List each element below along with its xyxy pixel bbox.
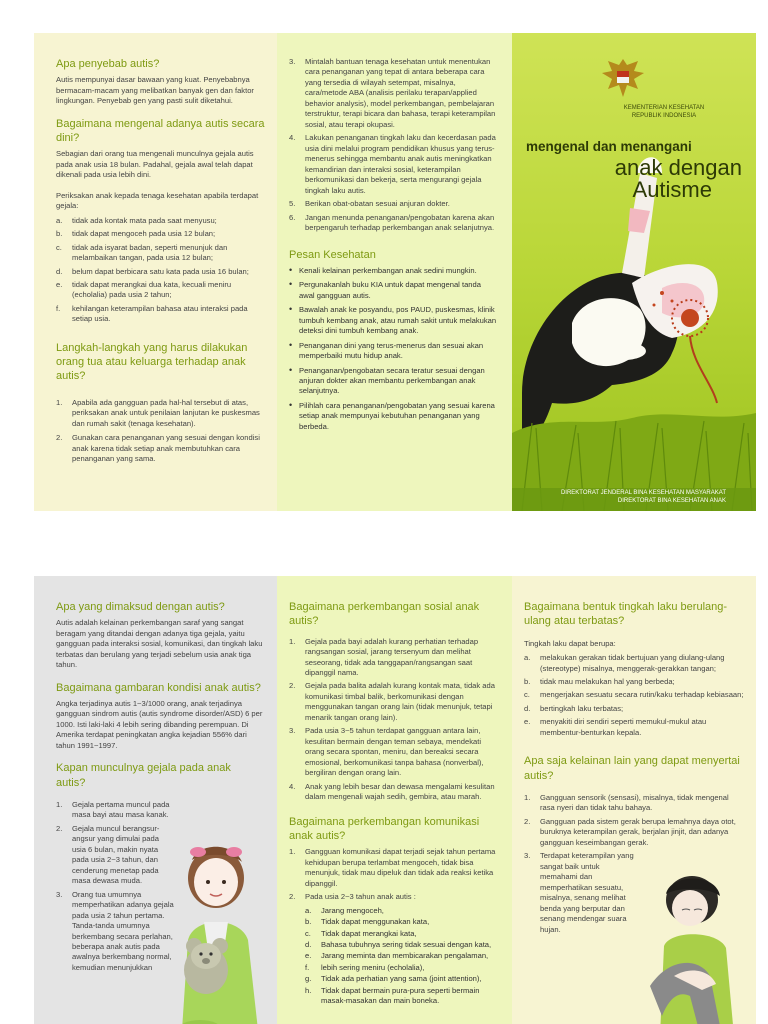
list-item: 2. Gejala pada balita adalah kurang kontak mata, tidak ada komunikasi timbal balik, berkomunikasi dengan menggunakan tangan orang lain (tidak menunjuk, tetapi menarik tangan orang lain). bbox=[289, 681, 495, 722]
panel-definisi bbox=[34, 576, 277, 1024]
text-penyebab: Autis mempunyai dasar bawaan yang kuat. Penyebabnya bermacam-macam yang melibatkan banyak gen dan faktor lingkungan. Penyebab gen yang pasti sulit diketahui. bbox=[56, 75, 254, 106]
heading-kapan: Kapan munculnya gejala pada anak autis? bbox=[56, 762, 231, 789]
list-item: 2. Gangguan pada sistem gerak berupa lemahnya daya otot, buruknya keterampilan gerak, berjalan jinjit, dan adanya gangguan keseimbangan gerak. bbox=[524, 816, 736, 847]
cover-title-line-2: anak dengan bbox=[614, 155, 742, 180]
heading-kondisi: Bagaimana gambaran kondisi anak autis? bbox=[56, 681, 261, 694]
list-item: a. melakukan gerakan tidak bertujuan yang diulang-ulang (stereotype) misalnya, menggerak-gerakkan tangan; bbox=[524, 653, 725, 673]
list-item: 1. Gangguan komunikasi dapat terjadi sejak tahun pertama kehidupan berupa terlambat mengoceh, tidak bisa menunjuk, tidak mau dipeluk dan tidak ada reaksi ketika dipanggil. bbox=[289, 847, 496, 888]
heading-penyebab: Apa penyebab autis? bbox=[56, 58, 160, 70]
list-item: d. bertingkah laku terbatas; bbox=[524, 703, 624, 713]
cover-footer: DIREKTORAT JENDERAL BINA KESEHATAN MASYARAKAT DIREKTORAT BINA KESEHATAN ANAK bbox=[560, 489, 726, 504]
heading-definisi: Apa yang dimaksud dengan autis? bbox=[56, 601, 225, 613]
panel-langkah-lanjutan bbox=[277, 33, 512, 511]
list-langkah-lanjutan bbox=[289, 57, 498, 234]
list-item: • Pilihlah cara penanganan/pengobatan yang sesuai karena setiap anak mempunyai kebutuhan penanganan yang berbeda. bbox=[289, 399, 495, 431]
list-item: g. Tidak ada perhatian yang sama (joint attention), bbox=[305, 974, 482, 984]
list-item: f. kehilangan keterampilan bahasa atau interaksi pada setiap usia. bbox=[56, 303, 248, 324]
list-item: d. Bahasa tubuhnya sering tidak sesuai dengan kata, bbox=[305, 939, 492, 949]
list-komunikasi-sub bbox=[289, 906, 500, 1007]
list-item: 3. Terdapat keterampilan yang sangat baik untuk memahami dan memperhatikan sesuatu, misalnya, senang melihat benda yang berputar dan senang mendengar suara hujan. bbox=[524, 851, 634, 934]
heading-sosial: Bagaimana perkembangan sosial anak autis? bbox=[289, 601, 480, 628]
list-item: a. tidak ada kontak mata pada saat menyusu; bbox=[56, 215, 217, 225]
cover-title-line-3: Autisme bbox=[632, 177, 712, 202]
list-item: 5. Berikan obat-obatan sesuai anjuran dokter. bbox=[289, 199, 450, 209]
heading-mengenal-dini: Bagaimana mengenal adanya autis secara dini? bbox=[56, 117, 265, 144]
garuda-emblem-icon bbox=[600, 55, 646, 101]
list-item: 1. Gangguan sensorik (sensasi), misalnya, tidak mengenal rasa nyeri dan tidak tahu bahaya. bbox=[524, 792, 729, 813]
list-item: 2. Gejala muncul berangsur-angsur yang dimulai pada usia 6 bulan, makin nyata pada usia 2~3 tahun, dan cenderung menetap pada masa dewasa muda. bbox=[56, 823, 160, 886]
list-item: d. belum dapat berbicara satu kata pada usia 16 bulan; bbox=[56, 266, 249, 276]
list-item: b. tidak mau melakukan hal yang berbeda; bbox=[524, 677, 675, 686]
list-pesan bbox=[289, 266, 498, 433]
list-item: c. tidak ada isyarat badan, seperti menunjuk dan melambaikan tangan, pada usia 12 bulan; bbox=[56, 242, 228, 263]
list-item: b. tidak dapat mengoceh pada usia 12 bulan; bbox=[56, 229, 216, 239]
text-definisi: Autis adalah kelainan perkembangan saraf yang sangat beragam yang ditandai dengan adanya tiga gejala, yaitu gangguan pada interaksi sosial, komunikasi, dan tingkah laku terbatas dan berulang yang terjadi sebelum usia anak tiga tahun. bbox=[56, 618, 263, 670]
list-item: 3. Orang tua umumnya memperhatikan adanya gejala pada usia 2 tahun pertama. Tanda-tanda umumnya berkembang secara perlahan, beberapa anak autis pada awalnya berkembang normal, kemudian menunjukkan bbox=[56, 889, 174, 972]
list-item: e. Jarang meminta dan membicarakan pengalaman, bbox=[305, 951, 489, 961]
text-kondisi: Angka terjadinya autis 1~3/1000 orang, anak terjadinya gangguan sindrom autis (autis syndrome disorder/ASD) 6 per 1000. Isti laki-laki 4 lebih sering dibanding perempuan. Di Amerika terdapat peningkatan angka kejadian 556% dari tahun 1991~1997. bbox=[56, 698, 263, 750]
heading-komunikasi: Bagaimana perkembangan komunikasi anak autis? bbox=[289, 815, 480, 842]
heading-langkah: Langkah-langkah yang harus dilakukan orang tua atau keluarga terhadap anak autis? bbox=[56, 341, 248, 383]
heading-kelainan-lain: Apa saja kelainan lain yang dapat menyertai autis? bbox=[524, 755, 740, 782]
list-tingkah-laku bbox=[524, 653, 744, 738]
list-item: 1. Gejala pada bayi adalah kurang perhatian terhadap rangsangan sosial, jarang tersenyum dan melihat seseorang, tidak ada tanggapan/rangsangan saat dipanggil nama. bbox=[289, 636, 479, 677]
list-item: c. mengerjakan sesuatu secara rutin/kaku terhadap kebiasaan; bbox=[524, 690, 744, 700]
text-periksakan: Periksakan anak kepada tenaga kesehatan apabila terdapat gejala: bbox=[56, 190, 259, 211]
panel-perkembangan bbox=[277, 576, 512, 1024]
ministry-label: KEMENTERIAN KESEHATAN REPUBLIK INDONESIA bbox=[623, 105, 705, 119]
list-item: 4. Lakukan penanganan tingkah laku dan kecerdasan pada usia dini melalui program pendidikan khusus yang terus-menerus sehingga membantu anak autis meningkatkan kemandirian dan interaksi sosial, keterampilan berkomunikasi dan bekerja, serta mengurangi gejala tingkah laku autis. bbox=[289, 133, 496, 195]
list-item: 3. Mintalah bantuan tenaga kesehatan untuk menentukan cara penanganan yang tepat di antara beberapa cara yang tersedia di wilayah setempat, misalnya, cara/metode ABA (analisis perilaku terapan/applied behavior analysis), model perkembangan, pembelajaran terstruktur, terapi bicara dan bahasa, terapi keterampilan sosial, atau terapi okupasi. bbox=[289, 57, 496, 129]
list-item: • Bawalah anak ke posyandu, pos PAUD, puskesmas, klinik tumbuh kembang anak, atau rumah sakit untuk melakukan deteksi dini tumbuh kembang anak. bbox=[289, 304, 497, 336]
list-item: 1. Gejala pertama muncul pada masa bayi atau masa kanak. bbox=[56, 799, 170, 820]
list-item: • Kenali kelainan perkembangan anak sedini mungkin. bbox=[289, 264, 477, 275]
list-gejala bbox=[56, 216, 265, 325]
list-item: a. Jarang mengoceh, bbox=[305, 905, 384, 915]
list-item: • Penanganan dini yang terus-menerus dan sesuai akan memperbaiki mutu hidup anak. bbox=[289, 339, 484, 361]
list-item: 6. Jangan menunda penanganan/pengobatan karena akan berpengaruh terhadap perkembangan anak selanjutnya. bbox=[289, 212, 495, 233]
list-item: f. lebih sering meniru (echolalia), bbox=[305, 962, 425, 972]
list-item: e. menyakiti diri sendiri seperti memukul-mukul atau membentur-benturkan kepala. bbox=[524, 717, 707, 737]
girl-with-teddy-illustration bbox=[154, 830, 274, 1024]
list-item: h. Tidak dapat bermain pura-pura seperti bermain masak-masakan dan main boneka. bbox=[305, 985, 480, 1006]
list-item: 4. Anak yang lebih besar dan dewasa mengalami kesulitan dalam mengenali wajah sedih, gembira, atau marah. bbox=[289, 781, 495, 802]
text-mengenal-dini: Sebagian dari orang tua mengenali munculnya gejala autis pada anak usia 18 bulan. Padahal, gejala awal telah dapat dikenali pada usia lebih dini. bbox=[56, 149, 254, 180]
panel-tingkah-laku bbox=[512, 576, 756, 1024]
list-item: • Penanganan/pengobatan secara teratur sesuai dengan anjuran dokter akan membantu perkembangan anak selanjutnya. bbox=[289, 364, 485, 396]
list-item: b. Tidak dapat menggunakan kata, bbox=[305, 917, 430, 927]
list-item: 3. Pada usia 3~5 tahun terdapat gangguan antara lain, kesulitan bermain dengan teman sebaya, mendekati orang secara spontan, meniru, dan bereaksi secara emosional, berkomunikasi tanpa bahasa (nonverbal), bergiliran dengan orang lain. bbox=[289, 726, 484, 778]
heading-pesan-kesehatan: Pesan Kesehatan bbox=[289, 248, 376, 261]
list-komunikasi bbox=[289, 847, 500, 902]
cover-panel bbox=[512, 33, 756, 511]
text-tingkah-laku: Tingkah laku dapat berupa: bbox=[524, 638, 616, 648]
list-item: 1. Apabila ada gangguan pada hal-hal tersebut di atas, periksakan anak untuk penilaian lanjutan ke puskesmas dan rumah sakit (tenaga kesehatan). bbox=[56, 397, 260, 428]
panel-penyebab bbox=[34, 33, 277, 511]
heading-tingkah-laku: Bagaimana bentuk tingkah laku berulang-ulang atau terbatas? bbox=[524, 601, 728, 628]
list-item: 2. Pada usia 2~3 tahun anak autis : bbox=[289, 892, 416, 902]
list-item: • Pergunakanlah buku KIA untuk dapat mengenal tanda awal gangguan autis. bbox=[289, 279, 481, 300]
list-item: c. Tidak dapat merangkai kata, bbox=[305, 928, 417, 938]
list-langkah bbox=[56, 398, 265, 465]
boy-sitting-illustration bbox=[630, 866, 750, 1024]
cover-title-line-1: mengenal dan menangani bbox=[526, 139, 692, 154]
list-item: e. tidak dapat merangkai dua kata, kecuali meniru (echolalia) pada usia 2 tahun; bbox=[56, 279, 232, 300]
list-item: 2. Gunakan cara penanganan yang sesuai dengan kondisi anak karena tidak setiap anak membutuhkan cara penanganan yang sama. bbox=[56, 433, 260, 464]
list-sosial bbox=[289, 637, 500, 803]
